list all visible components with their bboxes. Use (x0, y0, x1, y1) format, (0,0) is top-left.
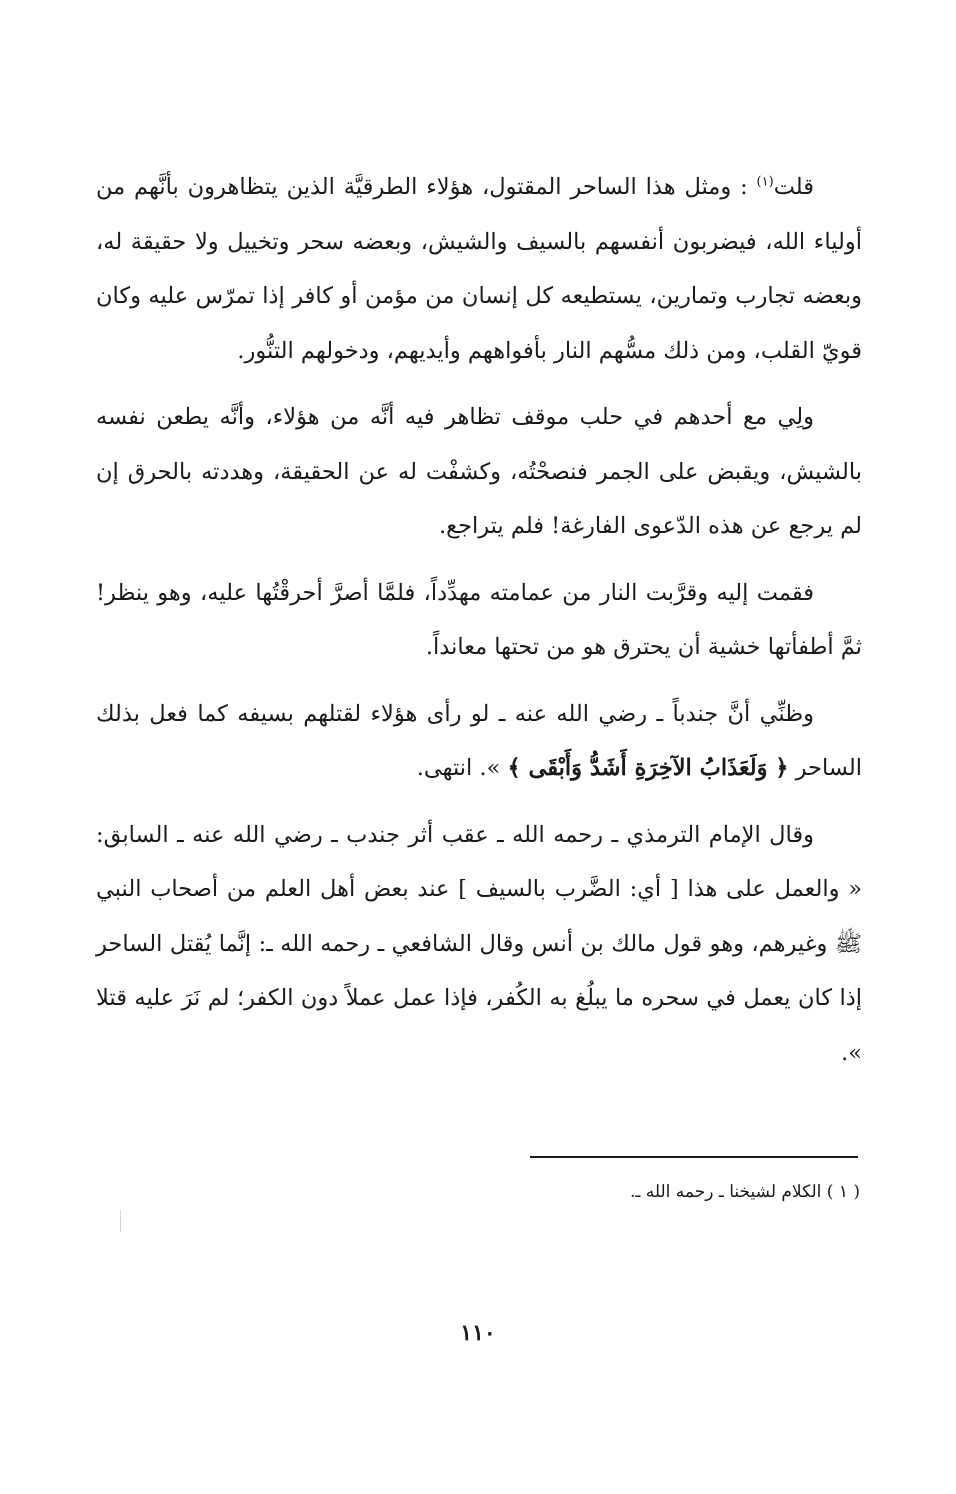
paragraph-1-text: : ومثل هذا الساحر المقتول، هؤلاء الطرقيَّة الذين يتظاهرون بأنَّهم من أولياء الله، فيضربون أنفسهم بالسيف والشيش، وبعضه سحر وتخييل ولا حقيقة له، وبعضه تجارب وتمارين، يستطيعه كل إنسان من مؤمن أو كافر إذا تمرّس عليه وكان قويّ القلب، ومن ذلك مسُّهم النار بأفواههم وأيديهم، ودخولهم التنُّور. (96, 174, 862, 364)
footnote-reference[interactable]: (١) (756, 174, 774, 190)
scan-artifact (120, 1210, 121, 1232)
paragraph-5-text: وقال الإمام الترمذي ـ رحمه الله ـ عقب أثر جندب ـ رضي الله عنه ـ السابق: « والعمل على هذا [ أي: الضَّرب بالسيف ] عند بعض أهل العلم من أصحاب النبي ﷺ وغيرهم، وهو قول مالك بن أنس وقال الشافعي ـ رحمه الله ـ: إنَّما يُقتل الساحر إذا كان يعمل في سحره ما يبلُغ به الكُفر، فإذا عمل عملاً دون الكفر؛ لم نَرَ عليه قتلا ». (96, 821, 862, 1066)
quran-verse: ﴿ وَلَعَذَابُ الآخِرَةِ أَشَدُّ وَأَبْقَى ﴾ (507, 755, 789, 781)
footnote-divider (530, 1156, 858, 1158)
paragraph-5 (96, 808, 862, 1081)
paragraph-4-before: وظنِّي أنَّ جندباً ـ رضي الله عنه ـ لو رأى هؤلاء لقتلهم بسيفه كما فعل بذلك الساحر (96, 700, 862, 781)
paragraph-3 (96, 566, 862, 675)
paragraph-2 (96, 390, 862, 554)
page-number: ١١٠ (460, 1320, 496, 1346)
footnote: ( ١ ) الكلام لشيخنا ـ رحمه الله ـ. (629, 1182, 860, 1202)
paragraph-4-after: ». انتهى. (416, 755, 508, 781)
paragraph-1-lead: قلت (773, 174, 814, 200)
page-body (96, 160, 862, 1092)
paragraph-3-text: فقمت إليه وقرَّبت النار من عمامته مهدِّداً، فلمَّا أصرَّ أحرقْتُها عليه، وهو ينظر! ثمَّ أطفأتها خشية أن يحترق هو من تحتها معانداً. (96, 579, 862, 660)
paragraph-4 (96, 687, 862, 796)
paragraph-2-text: ولِي مع أحدهم في حلب موقف تظاهر فيه أنَّه من هؤلاء، وأنَّه يطعن نفسه بالشيش، ويقبض على الجمر فنصحْتُه، وكشفْت له عن الحقيقة، وهددته بالحرق إن لم يرجع عن هذه الدّعوى الفارغة! فلم يتراجع. (96, 404, 862, 539)
paragraph-1 (96, 160, 862, 378)
